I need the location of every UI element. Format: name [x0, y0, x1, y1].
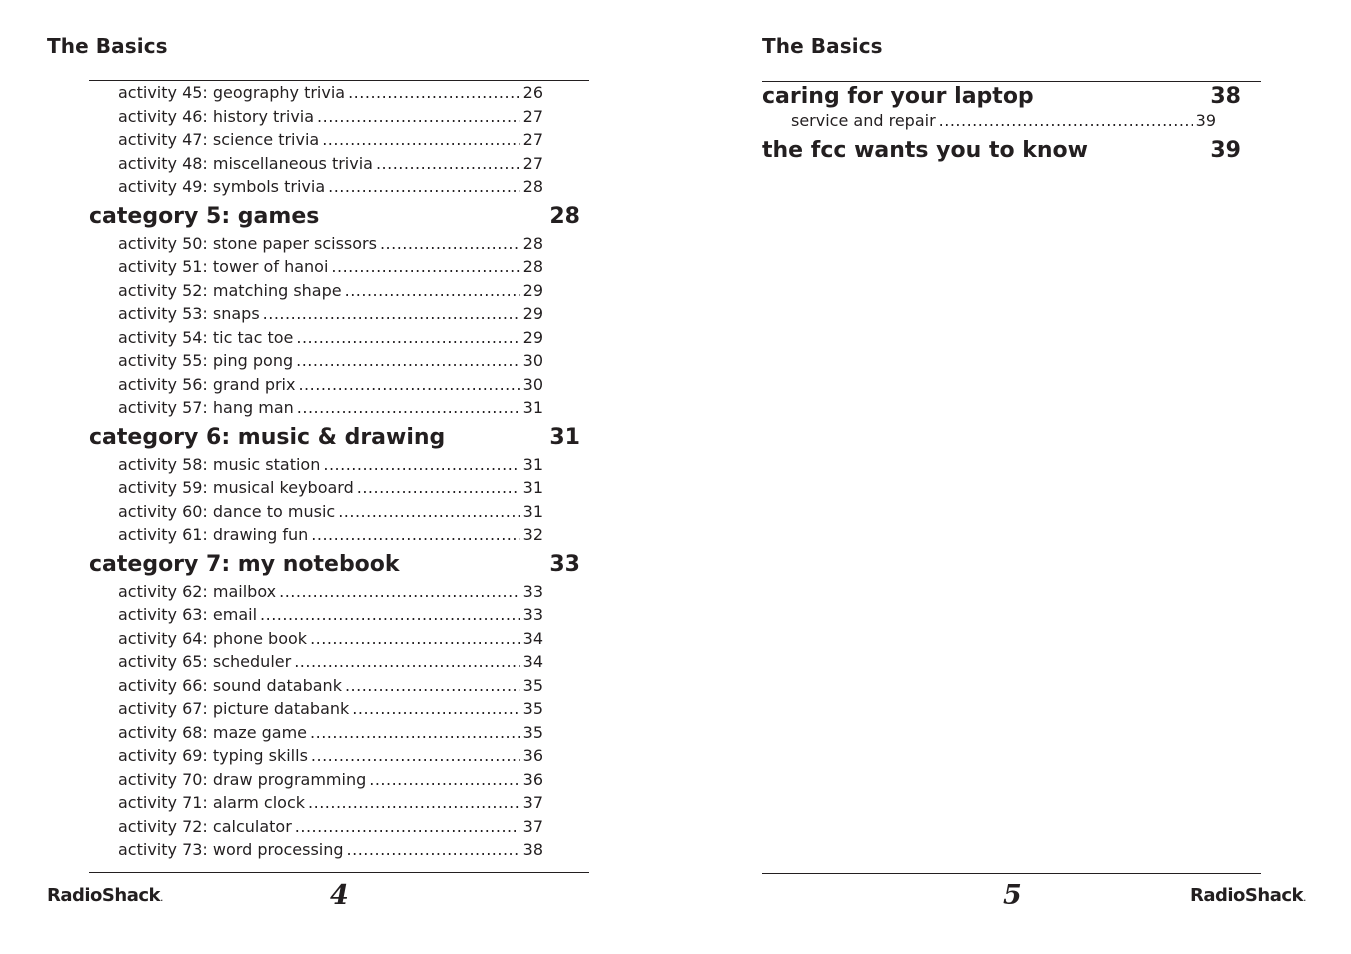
- toc-entry: [89, 152, 543, 176]
- dot-leader: [294, 650, 519, 674]
- dot-leader: [347, 838, 520, 862]
- entry-page-number: 31: [522, 478, 543, 497]
- dot-leader: [298, 373, 519, 397]
- toc-entry: [89, 523, 543, 547]
- entry-title: activity 63: email: [118, 605, 258, 624]
- entry-page-number: 27: [522, 130, 543, 149]
- entry-page-number: 34: [522, 628, 543, 648]
- entry-page-number: 30: [522, 351, 543, 370]
- entry-title: activity 47: science trivia: [118, 130, 320, 149]
- toc-entry: [89, 453, 543, 477]
- toc-entry: [89, 175, 543, 199]
- toc-entry: [89, 744, 543, 768]
- entry-title: activity 54: tic tac toe: [118, 327, 294, 347]
- brand-text: RadioShack: [1190, 885, 1303, 906]
- toc-list: [762, 83, 1261, 165]
- dot-leader: [345, 279, 520, 303]
- entry-page-number: 35: [522, 675, 543, 695]
- category-page-number: 39: [1210, 138, 1241, 163]
- entry-title: activity 55: ping pong: [118, 351, 294, 370]
- entry-page-number: 35: [522, 722, 543, 742]
- entry-page-number: 38: [522, 840, 543, 859]
- entry-page-number: 28: [522, 233, 543, 253]
- entry-title: activity 48: miscellaneous trivia: [118, 153, 373, 173]
- dot-leader: [331, 255, 519, 279]
- toc-entry: [89, 396, 543, 420]
- entry-title: activity 56: grand prix: [118, 374, 296, 394]
- entry-page-number: 35: [522, 699, 543, 718]
- dot-leader: [338, 500, 519, 524]
- toc-entry: [89, 721, 543, 745]
- dot-leader: [328, 175, 520, 199]
- top-divider: [762, 81, 1261, 82]
- entry-page-number: 34: [522, 652, 543, 671]
- dot-leader: [260, 603, 520, 627]
- dot-leader: [352, 697, 519, 721]
- entry-page-number: 33: [522, 605, 543, 624]
- entry-page-number: 31: [522, 454, 543, 474]
- toc-entry: [89, 105, 543, 129]
- entry-title: activity 71: alarm clock: [118, 793, 306, 812]
- radioshack-logo: [47, 885, 163, 906]
- entry-title: activity 72: calculator: [118, 816, 292, 836]
- entry-page-number: 29: [522, 304, 543, 323]
- dot-leader: [296, 326, 519, 350]
- dot-leader: [357, 476, 520, 500]
- radioshack-logo: [1190, 885, 1306, 906]
- entry-page-number: 26: [522, 83, 543, 102]
- toc-entry: [89, 838, 543, 862]
- entry-title: activity 61: drawing fun: [118, 525, 309, 544]
- entry-title: activity 68: maze game: [118, 722, 308, 742]
- brand-dot: .: [1303, 891, 1306, 904]
- dot-leader: [297, 396, 520, 420]
- brand-text: RadioShack: [47, 885, 160, 906]
- category-title: the fcc wants you to know: [762, 138, 1088, 163]
- toc-entry: [89, 650, 543, 674]
- toc-entry: [89, 326, 543, 350]
- toc-entry: [89, 232, 543, 256]
- entry-title: activity 51: tower of hanoi: [118, 257, 329, 276]
- entry-page-number: 27: [522, 153, 543, 173]
- dot-leader: [348, 81, 520, 105]
- entry-page-number: 37: [522, 816, 543, 836]
- toc-category: [89, 202, 580, 232]
- entry-title: activity 49: symbols trivia: [118, 177, 326, 196]
- category-title: category 7: my notebook: [89, 551, 400, 577]
- bottom-divider: [762, 873, 1261, 874]
- dot-leader: [369, 768, 519, 792]
- toc-entry: [89, 373, 543, 397]
- toc-entry: [89, 697, 543, 721]
- page-header: The Basics: [762, 34, 883, 58]
- toc-entry: [89, 815, 543, 839]
- entry-title: activity 62: mailbox: [118, 581, 277, 601]
- entry-page-number: 31: [522, 501, 543, 521]
- toc-entry: [89, 81, 543, 105]
- entry-title: activity 65: scheduler: [118, 652, 292, 671]
- category-title: category 6: music & drawing: [89, 424, 446, 450]
- bottom-divider: [89, 872, 589, 873]
- right-page: [675, 0, 1351, 954]
- entry-page-number: 30: [522, 374, 543, 394]
- category-title: category 5: games: [89, 203, 320, 229]
- entry-title: activity 67: picture databank: [118, 699, 350, 718]
- entry-page-number: 36: [522, 746, 543, 765]
- page-number: 5: [1003, 880, 1022, 911]
- toc-category: [762, 83, 1241, 111]
- entry-title: activity 64: phone book: [118, 628, 308, 648]
- entry-title: activity 45: geography trivia: [118, 83, 346, 102]
- toc-category: [762, 137, 1241, 165]
- entry-page-number: 33: [522, 581, 543, 601]
- left-page: [0, 0, 675, 954]
- entry-page-number: 37: [522, 793, 543, 812]
- category-page-number: 33: [549, 551, 580, 577]
- entry-page-number: 29: [522, 280, 543, 300]
- dot-leader: [279, 580, 520, 604]
- dot-leader: [345, 674, 520, 698]
- toc-entry: [89, 128, 543, 152]
- page-number: 4: [330, 880, 349, 911]
- toc-entry: [89, 580, 543, 604]
- entry-title: service and repair: [791, 111, 936, 130]
- toc-entry: [89, 627, 543, 651]
- entry-page-number: 32: [522, 525, 543, 544]
- entry-title: activity 50: stone paper scissors: [118, 233, 377, 253]
- entry-title: activity 70: draw programming: [118, 769, 367, 789]
- entry-page-number: 31: [522, 398, 543, 417]
- entry-page-number: 27: [522, 106, 543, 126]
- entry-title: activity 57: hang man: [118, 398, 294, 417]
- toc-entry: [89, 768, 543, 792]
- entry-title: activity 60: dance to music: [118, 501, 336, 521]
- entry-title: activity 52: matching shape: [118, 280, 342, 300]
- toc-category: [89, 423, 580, 453]
- page-header: The Basics: [47, 34, 168, 58]
- dot-leader: [296, 349, 520, 373]
- entry-page-number: 36: [522, 769, 543, 789]
- toc-entry: [89, 500, 543, 524]
- entry-title: activity 53: snaps: [118, 304, 260, 323]
- brand-dot: .: [160, 891, 163, 904]
- dot-leader: [310, 627, 520, 651]
- toc-entry: [89, 674, 543, 698]
- toc-entry: [89, 476, 543, 500]
- entry-title: activity 46: history trivia: [118, 106, 315, 126]
- toc-entry: [89, 349, 543, 373]
- toc-entry: [89, 791, 543, 815]
- entry-page-number: 39: [1195, 111, 1216, 130]
- toc-entry: [89, 302, 543, 326]
- toc-entry: [89, 603, 543, 627]
- dot-leader: [323, 453, 519, 477]
- entry-page-number: 28: [522, 257, 543, 276]
- entry-page-number: 28: [522, 177, 543, 196]
- entry-title: activity 59: musical keyboard: [118, 478, 354, 497]
- dot-leader: [308, 791, 520, 815]
- category-page-number: 38: [1210, 84, 1241, 109]
- toc-entry: [89, 255, 543, 279]
- dot-leader: [311, 744, 520, 768]
- dot-leader: [376, 152, 520, 176]
- dot-leader: [310, 721, 520, 745]
- dot-leader: [939, 111, 1193, 131]
- entry-title: activity 66: sound databank: [118, 675, 342, 695]
- dot-leader: [322, 128, 519, 152]
- category-page-number: 28: [549, 203, 580, 229]
- dot-leader: [311, 523, 519, 547]
- toc-category: [89, 550, 580, 580]
- dot-leader: [380, 232, 520, 256]
- toc-entry: [89, 279, 543, 303]
- entry-title: activity 69: typing skills: [118, 746, 308, 765]
- dot-leader: [263, 302, 520, 326]
- toc-entry: [762, 111, 1216, 131]
- category-title: caring for your laptop: [762, 84, 1034, 109]
- category-page-number: 31: [549, 424, 580, 450]
- entry-title: activity 58: music station: [118, 454, 321, 474]
- entry-page-number: 29: [522, 327, 543, 347]
- dot-leader: [317, 105, 520, 129]
- entry-title: activity 73: word processing: [118, 840, 344, 859]
- toc-list: [89, 81, 580, 862]
- dot-leader: [295, 815, 520, 839]
